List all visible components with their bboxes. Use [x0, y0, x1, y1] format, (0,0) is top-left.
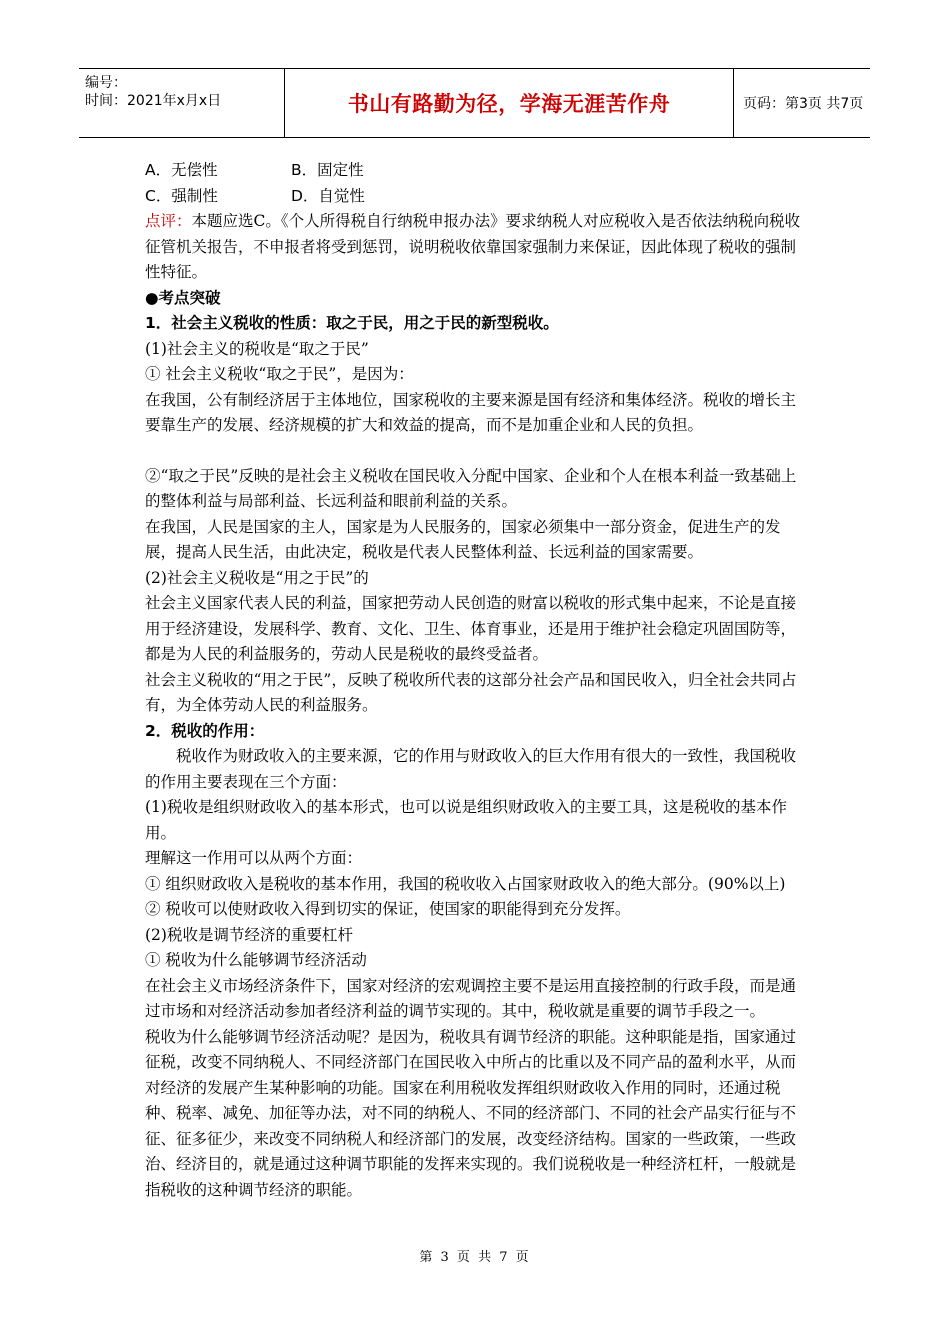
page-number-label: 页码：第3页 共7页 [743, 96, 864, 112]
point-heading-1: 1．社会主义税收的性质：取之于民，用之于民的新型税收。 [145, 314, 559, 332]
options-row-1 [145, 158, 807, 184]
header-motto-cell [284, 69, 734, 137]
header-meta [79, 69, 283, 137]
paragraph: 在社会主义市场经济条件下，国家对经济的宏观调控主要不是运用直接控制的行政手段，而是通过市场和对经济活动参加者经济利益的调节实现的。其中，税收就是重要的调节手段之一。 [145, 976, 797, 1020]
blank-line [145, 439, 807, 464]
comment-paragraph [145, 209, 807, 286]
option-b: B．固定性 [291, 161, 364, 179]
page-footer: 第 3 页 共 7 页 [419, 1250, 531, 1265]
option-a: A．无偿性 [145, 161, 218, 179]
comment-text: 本题应选C。《个人所得税自行纳税申报办法》要求纳税人对应税收入是否依法纳税向税收征管机关报告，不申报者将受到惩罚，说明税收依靠国家强制力来保证，因此体现了税收的强制性特征。 [145, 212, 801, 281]
paragraph: 在我国，人民是国家的主人，国家是为人民服务的，国家必须集中一部分资金，促进生产的发展，提高人民生活，由此决定，税收是代表人民整体利益、长远利益的国家需要。 [145, 517, 781, 561]
page-header [79, 68, 870, 138]
paragraph: 税收为什么能够调节经济活动呢？是因为，税收具有调节经济的职能。这种职能是指，国家通过征税，改变不同纳税人、不同经济部门在国民收入中所占的比重以及不同产品的盈利水平，从而对经济的发展产生某种影响的功能。国家在利用税收发挥组织财政收入作用的同时，还通过税种、税率、减免、加征等办法，对不同的纳税人、不同的经济部门、不同的社会产品实行征与不征、征多征少，来改变不同纳税人和经济部门的发展，改变经济结构。国家的一些政策，一些政治、经济目的，就是通过这种调节职能的发挥来实现的。我们说税收是一种经济杠杆，一般就是指税收的这种调节经济的职能。 [145, 1027, 797, 1199]
comment-label: 点评： [145, 212, 192, 230]
option-d: D．自觉性 [291, 186, 365, 205]
header-motto: 书山有路勤为径，学海无涯苦作舟 [347, 92, 671, 116]
section-title: ●考点突破 [145, 288, 221, 307]
document-body [145, 158, 807, 1203]
point-heading-2: 2．税收的作用： [145, 721, 265, 740]
paragraph: 社会主义税收的“用之于民”，反映了税收所代表的这部分社会产品和国民收入，归全社会共同占有，为全体劳动人民的利益服务。 [145, 670, 797, 714]
paragraph: 在我国，公有制经济居于主体地位，国家税收的主要来源是国有经济和集体经济。税收的增长主要靠生产的发展、经济规模的扩大和效益的提高，而不是加重企业和人民的负担。 [145, 390, 797, 434]
paragraph: (2)税收是调节经济的重要杠杆 [145, 925, 353, 944]
paragraph: ① 税收为什么能够调节经济活动 [145, 951, 367, 969]
paragraph: 社会主义国家代表人民的利益，国家把劳动人民创造的财富以税收的形式集中起来，不论是直接用于经济建设，发展科学、教育、文化、卫生、体育事业，还是用于维护社会稳定巩固国防等，都是为人民的利益服务的，劳动人民是税收的最终受益者。 [145, 594, 797, 663]
paragraph: ② 税收可以使财政收入得到切实的保证，使国家的职能得到充分发挥。 [145, 900, 631, 918]
paragraph: (1)社会主义的税收是“取之于民” [145, 339, 369, 358]
paragraph: (2)社会主义税收是“用之于民”的 [145, 568, 369, 587]
paragraph: (1)税收是组织财政收入的基本形式，也可以说是组织财政收入的主要工具，这是税收的基本作用。 [145, 798, 787, 842]
paragraph: ① 社会主义税收“取之于民”，是因为： [145, 365, 414, 383]
date-label: 时间：2021年x月x日 [85, 93, 222, 109]
paragraph: 税收作为财政收入的主要来源，它的作用与财政收入的巨大作用有很大的一致性，我国税收的作用主要表现在三个方面： [145, 747, 797, 791]
paragraph: ① 组织财政收入是税收的基本作用，我国的税收收入占国家财政收入的绝大部分。(90%以上) [145, 874, 786, 893]
paragraph: ②“取之于民”反映的是社会主义税收在国民收入分配中国家、企业和个人在根本利益一致基础上的整体利益与局部利益、长远利益和眼前利益的关系。 [145, 466, 797, 510]
option-c: C．强制性 [145, 186, 218, 205]
options-row-2 [145, 184, 807, 210]
paragraph: 理解这一作用可以从两个方面： [145, 849, 363, 867]
number-label: 编号： [85, 75, 127, 91]
